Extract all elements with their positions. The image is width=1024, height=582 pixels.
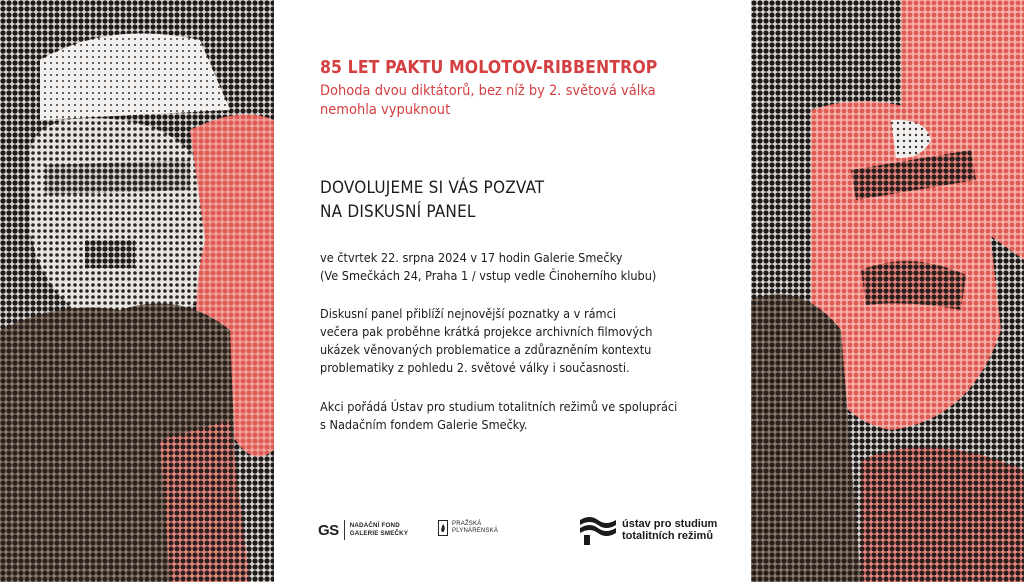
partner-logos (318, 516, 738, 546)
organizer-line: s Nadačním fondem Galerie Smečky. (320, 417, 528, 432)
event-details (320, 249, 740, 285)
gs-logo-line: GALERIE SMEČKY (349, 530, 409, 537)
left-portrait-illustration (0, 0, 274, 582)
gs-logo-line: NADAČNÍ FOND (349, 522, 400, 529)
event-description (320, 305, 740, 377)
ustr-logo (578, 514, 717, 546)
prazska-plynarenska-logo (438, 520, 498, 536)
invitation-line: NA DISKUSNÍ PANEL (320, 202, 476, 222)
logo-divider (344, 520, 345, 540)
invitation-line: DOVOLUJEME SI VÁS POZVAT (320, 178, 545, 198)
left-halftone-portrait (0, 0, 274, 582)
wave-flag-icon (578, 514, 618, 546)
gs-logo-icon: GS (318, 521, 339, 539)
event-detail-line: ve čtvrtek 22. srpna 2024 v 17 hodin Galerie Smečky (320, 250, 623, 265)
pp-logo-text (452, 521, 498, 536)
organizer-note (320, 398, 740, 434)
invitation-heading (320, 176, 720, 224)
flame-icon (438, 520, 448, 536)
right-portrait-illustration (751, 0, 1024, 582)
description-line: večera pak proběhne krátká projekce archivních filmových (320, 324, 653, 339)
gs-logo-text (350, 522, 409, 538)
galerie-smecky-logo (318, 519, 408, 541)
subtitle-line: Dohoda dvou diktátorů, bez níž by 2. světová válka (320, 83, 656, 99)
event-subtitle (320, 82, 740, 120)
ustr-logo-line: ústav pro studium (622, 517, 718, 530)
right-halftone-portrait (751, 0, 1024, 582)
description-line: problematiky z pohledu 2. světové války i současnosti. (320, 360, 630, 375)
subtitle-line: nemohla vypuknout (320, 102, 451, 118)
ustr-logo-text (622, 518, 717, 543)
description-line: ukázek věnovaných problematice a zdůrazněním kontextu (320, 342, 652, 357)
organizer-line: Akci pořádá Ústav pro studium totalitních režimů ve spolupráci (320, 399, 678, 414)
event-detail-line: (Ve Smečkách 24, Praha 1 / vstup vedle Činoherního klubu) (320, 268, 657, 283)
description-line: Diskusní panel přiblíží nejnovější poznatky a v rámci (320, 306, 616, 321)
pp-logo-line: PRAŽSKÁ (452, 520, 482, 527)
event-title: 85 LET PAKTU MOLOTOV-RIBBENTROP (320, 58, 658, 78)
pp-logo-line: PLYNÁRENSKÁ (452, 528, 499, 534)
ustr-logo-line: totalitních režimů (622, 530, 714, 542)
invitation-panel (274, 0, 751, 582)
